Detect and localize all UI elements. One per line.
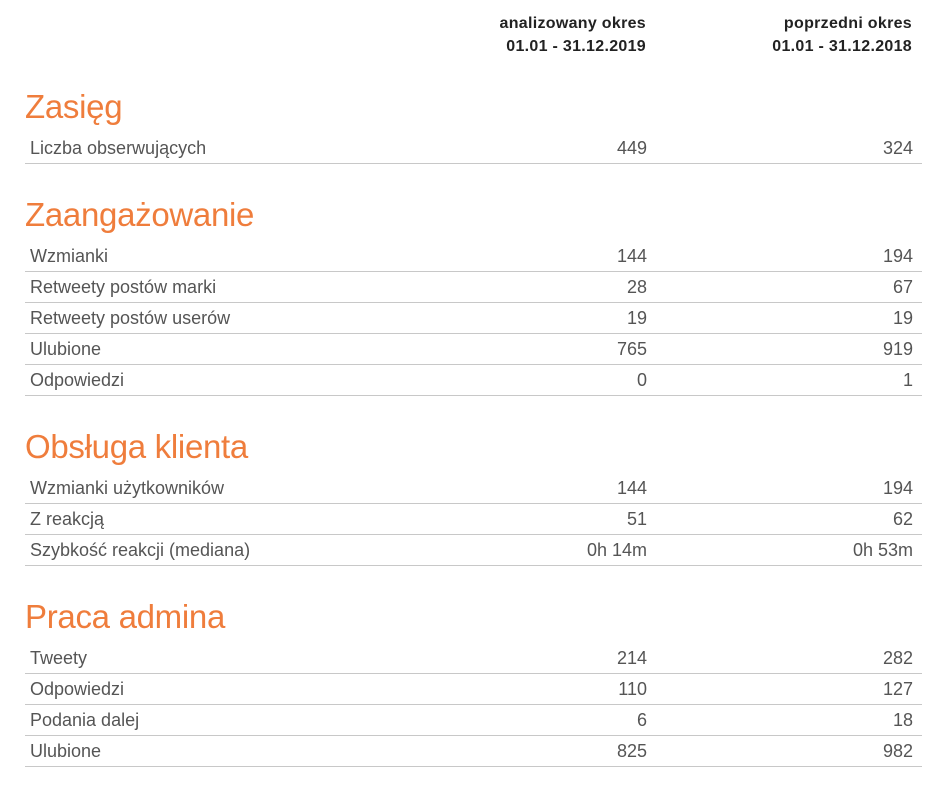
column-headers [0,12,935,62]
section-title: Obsługa klienta [25,428,248,465]
section-title: Zaangażowanie [25,196,255,233]
previous-value: 324 [882,138,913,158]
row-label: Szybkość reakcji (mediana) [30,540,251,560]
table-row [25,133,922,164]
current-period-header [500,12,647,58]
row-label: Odpowiedzi [30,370,125,390]
previous-value: 982 [882,741,913,761]
previous-value: 62 [892,509,913,529]
section-title: Zasięg [25,88,123,125]
current-value: 28 [626,277,647,297]
current-period-title: analizowany okres [499,15,646,32]
table-row [25,303,922,334]
row-label: Retweety postów marki [30,277,217,297]
previous-value: 1 [902,370,913,390]
row-label: Odpowiedzi [30,679,125,699]
current-value: 825 [616,741,647,761]
table-row [25,643,922,674]
current-value: 110 [618,679,647,699]
previous-value: 194 [882,246,913,266]
row-label: Retweety postów userów [30,308,231,328]
section-engagement [25,195,922,396]
row-label: Ulubione [30,339,102,359]
previous-value: 18 [892,710,913,730]
section-customer-service [25,427,922,566]
previous-value: 194 [882,478,913,498]
section-admin-work [25,597,922,767]
row-label: Wzmianki [30,246,109,266]
row-label: Ulubione [30,741,102,761]
row-label: Liczba obserwujących [30,138,207,158]
current-value: 765 [616,339,647,359]
table-row [25,365,922,396]
table-row [25,241,922,272]
table-row [25,736,922,767]
table-row [25,272,922,303]
current-value: 144 [616,246,647,266]
current-value: 6 [636,710,647,730]
table-row [25,674,922,705]
previous-value: 282 [882,648,913,668]
table-row [25,473,922,504]
previous-value: 19 [892,308,913,328]
previous-period-title: poprzedni okres [783,15,912,32]
previous-value: 67 [892,277,913,297]
previous-value: 127 [882,679,913,699]
table-row [25,334,922,365]
row-label: Tweety [30,648,88,668]
row-label: Wzmianki użytkowników [30,478,225,498]
table-row [25,504,922,535]
previous-value: 0h 53m [852,540,913,560]
current-value: 19 [626,308,647,328]
current-value: 144 [616,478,647,498]
current-value: 214 [616,648,647,668]
current-value: 0h 14m [586,540,647,560]
current-value: 449 [616,138,647,158]
table-row [25,705,922,736]
row-label: Podania dalej [30,710,140,730]
section-title: Praca admina [25,598,226,635]
previous-period-dates: 01.01 - 31.12.2018 [772,38,912,55]
current-value: 51 [626,509,647,529]
current-value: 0 [636,370,647,390]
table-row [25,535,922,566]
current-period-dates: 01.01 - 31.12.2019 [506,38,646,55]
previous-period-header [772,12,912,58]
section-reach [25,87,922,164]
row-label: Z reakcją [30,509,105,529]
previous-value: 919 [882,339,913,359]
